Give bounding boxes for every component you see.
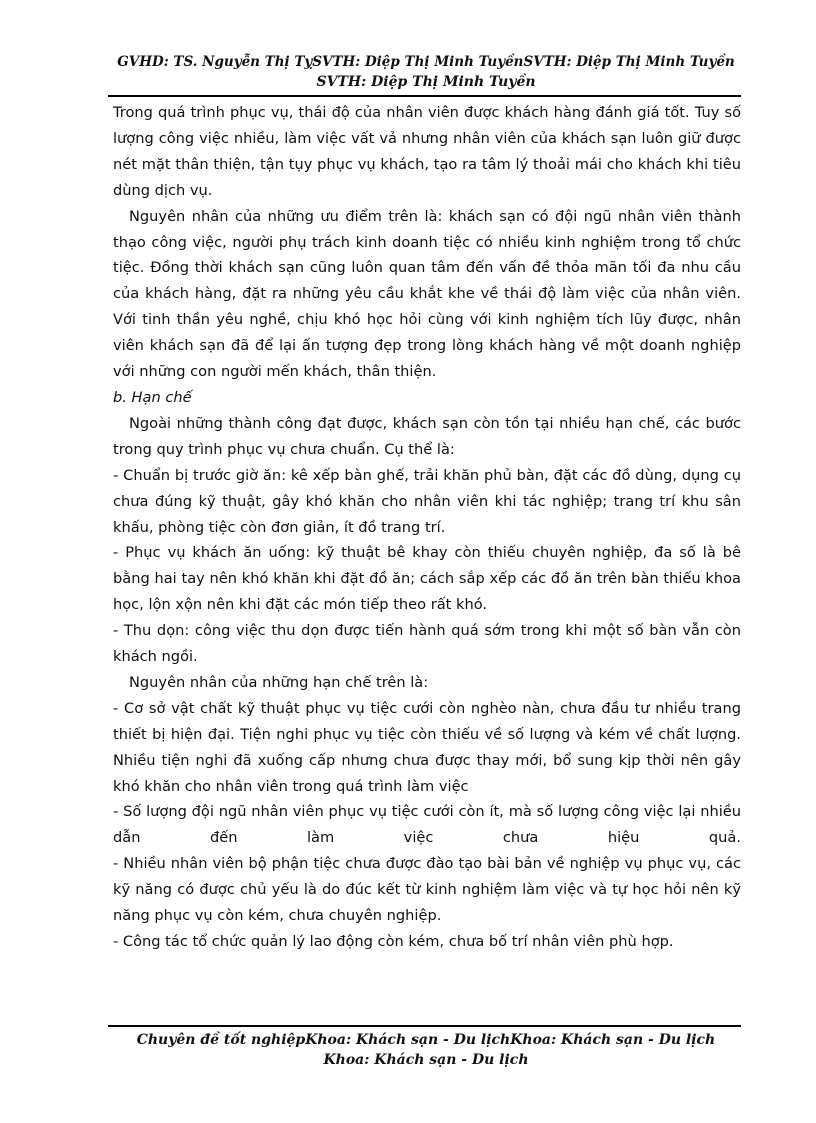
list-item-serving: - Phục vụ khách ăn uống: kỹ thuật bê khay còn thiếu chuyên nghiệp, đa số là bê bằng hai tay nên khó khăn khi đặt đồ ăn; cách sắp xếp các đồ ăn trên bàn thiếu khoa học, lộn xộn nên khi đặt các món tiếp theo rất khó. — [113, 544, 741, 614]
footer-rule — [108, 1025, 741, 1027]
list-item-staff-count: - Số lượng đội ngũ nhân viên phục vụ tiệc cưới còn ít, mà số lượng công việc lại nhiều dẫn đến làm việc chưa hiệu quả. — [113, 803, 741, 847]
header-line-1: GVHD: TS. Nguyễn Thị TỵSVTH: Diệp Thị Minh TuyềnSVTH: Diệp Thị Minh Tuyền — [117, 54, 735, 70]
paragraph-strengths-causes: Nguyên nhân của những ưu điểm trên là: khách sạn có đội ngũ nhân viên thành thạo công việc, người phụ trách kinh doanh tiệc có nhiều kinh nghiệm trong tổ chức tiệc. Đồng thời khách sạn cũng luôn quan tâm đến vấn đề thỏa mãn tối đa nhu cầu của khách hàng, đặt ra những yêu cầu khắt khe về thái độ làm việc của nhân viên. Với tinh thần yêu nghề, chịu khó học hỏi cùng với kinh nghiệm tích lũy được, nhân viên khách sạn đã để lại ấn tượng đẹp trong lòng khách hàng về một doanh nghiệp với những con người mến khách, thân thiện. — [113, 207, 741, 381]
list-item-training: - Nhiều nhân viên bộ phận tiệc chưa được đào tạo bài bản về nghiệp vụ phục vụ, các kỹ năng có được chủ yếu là do đúc kết từ kinh nghiệm làm việc và tự học hỏi nên kỹ năng phục vụ còn kém, chưa chuyên nghiệp. — [113, 855, 741, 925]
list-item-clearing: - Thu dọn: công việc thu dọn được tiến hành quá sớm trong khi một số bàn vẫn còn khách ngồi. — [113, 622, 741, 666]
section-heading-limitations: b. Hạn chế — [113, 388, 192, 406]
paragraph-limitations-causes: Nguyên nhân của những hạn chế trên là: — [129, 673, 429, 691]
footer-line-1: Chuyên đề tốt nghiệpKhoa: Khách sạn - Du lịchKhoa: Khách sạn - Du lịch — [136, 1032, 716, 1048]
list-item-preparation: - Chuẩn bị trước giờ ăn: kê xếp bàn ghế, trải khăn phủ bàn, đặt các đồ dùng, dụng cụ chưa đúng kỹ thuật, gây khó khăn cho nhân viên khi tác nghiệp; trang trí khu sân khấu, phòng tiệc còn đơn giản, ít đồ trang trí. — [113, 466, 741, 536]
footer-line-2: Khoa: Khách sạn - Du lịch — [323, 1052, 529, 1068]
list-item-facilities: - Cơ sở vật chất kỹ thuật phục vụ tiệc cưới còn nghèo nàn, chưa đầu tư nhiều trang thiết bị hiện đại. Tiện nghi phục vụ tiệc còn thiếu về số lượng và kém về chất lượng. Nhiều tiện nghi đã xuống cấp nhưng chưa được thay mới, bổ sung kịp thời nên gây khó khăn cho nhân viên trong quá trình làm việc — [113, 699, 741, 795]
page-body — [113, 100, 741, 955]
page-footer — [110, 1030, 742, 1070]
list-item-management: - Công tác tổ chức quản lý lao động còn kém, chưa bố trí nhân viên phù hợp. — [113, 933, 674, 950]
page-header — [110, 52, 742, 92]
paragraph-service-attitude: Trong quá trình phục vụ, thái độ của nhân viên được khách hàng đánh giá tốt. Tuy số lượng công việc nhiều, làm việc vất vả nhưng nhân viên của khách sạn luôn giữ được nét mặt thân thiện, tận tụy phục vụ khách, tạo ra tâm lý thoải mái cho khách khi tiêu dùng dịch vụ. — [113, 104, 741, 199]
header-line-2: SVTH: Diệp Thị Minh Tuyền — [316, 74, 536, 90]
header-rule — [108, 95, 741, 97]
paragraph-limitations-intro: Ngoài những thành công đạt được, khách sạn còn tồn tại nhiều hạn chế, các bước trong quy trình phục vụ chưa chuẩn. Cụ thể là: — [113, 414, 741, 458]
